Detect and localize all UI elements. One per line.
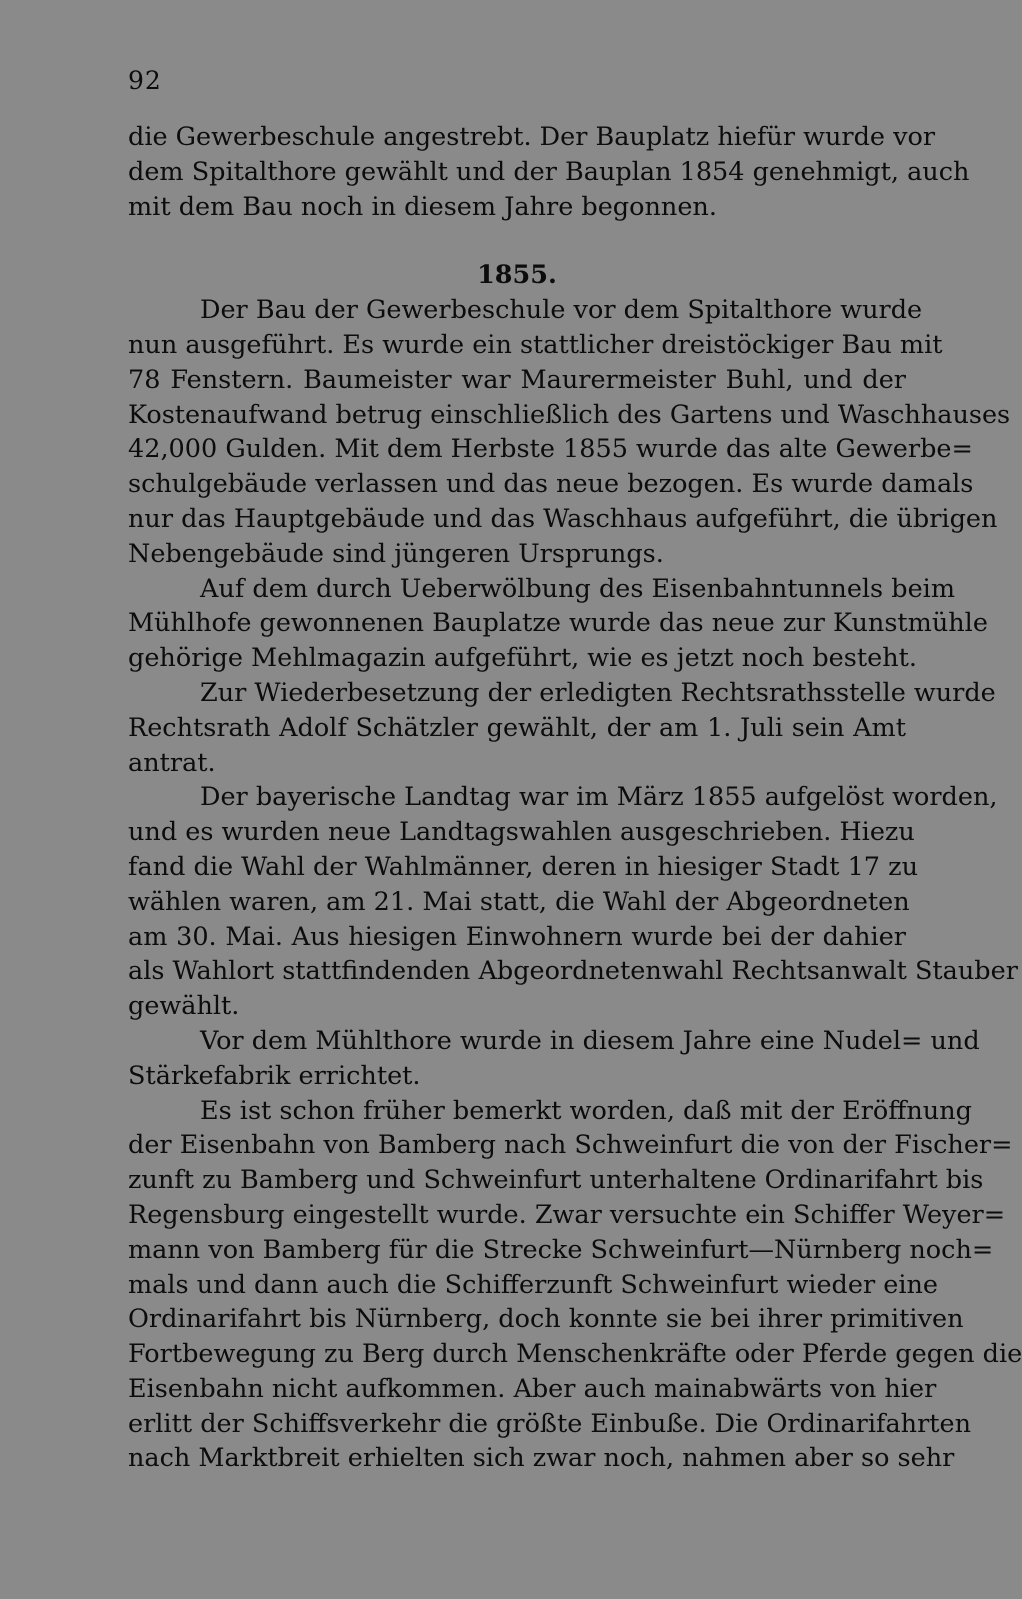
paragraph: [128, 676, 996, 780]
text-line: Der bayerische Landtag war im März 1855 aufgelöst worden,: [200, 782, 998, 813]
section-heading: 1855.: [477, 260, 557, 291]
text-line: Vor dem Mühlthore wurde in diesem Jahre eine Nudel= und: [200, 1025, 980, 1056]
text-line: Regensburg eingestellt wurde. Zwar versuchte ein Schiffer Weyer=: [128, 1199, 1006, 1230]
text-line: Es ist schon früher bemerkt worden, daß mit der Eröffnung: [200, 1095, 972, 1126]
text-line: Fortbewegung zu Berg durch Menschenkräfte oder Pferde gegen die: [128, 1339, 1022, 1370]
paragraph: [128, 572, 988, 676]
text-line: schulgebäude verlassen und das neue bezogen. Es wurde damals: [128, 469, 974, 500]
paragraph: [128, 1094, 1022, 1477]
text-line: am 30. Mai. Aus hiesigen Einwohnern wurde bei der dahier: [128, 921, 906, 952]
text-line: mann von Bamberg für die Strecke Schweinfurt—Nürnberg noch=: [128, 1234, 994, 1265]
text-line: und es wurden neue Landtagswahlen ausgeschrieben. Hiezu: [128, 817, 915, 848]
text-line: Der Bau der Gewerbeschule vor dem Spitalthore wurde: [200, 295, 923, 326]
text-line: mals und dann auch die Schifferzunft Schweinfurt wieder eine: [128, 1269, 939, 1300]
text-line: antrat.: [128, 747, 216, 778]
text-line: Nebengebäude sind jüngeren Ursprungs.: [128, 538, 664, 569]
text-line: erlitt der Schiffsverkehr die größte Einbuße. Die Ordinarifahrten: [128, 1408, 972, 1439]
text-line: Auf dem durch Ueberwölbung des Eisenbahntunnels beim: [200, 573, 956, 604]
text-line: Mühlhofe gewonnenen Bauplatze wurde das neue zur Kunstmühle: [128, 608, 988, 639]
text-line: nach Marktbreit erhielten sich zwar noch, nahmen aber so sehr: [128, 1443, 955, 1474]
text-line: gehörige Mehlmagazin aufgeführt, wie es jetzt noch besteht.: [128, 643, 917, 674]
text-line: Zur Wiederbesetzung der erledigten Rechtsrathsstelle wurde: [200, 677, 996, 708]
text-line: Ordinarifahrt bis Nürnberg, doch konnte sie bei ihrer primitiven: [128, 1304, 964, 1335]
text-line: zunft zu Bamberg und Schweinfurt unterhaltene Ordinarifahrt bis: [128, 1165, 984, 1196]
body-text: [128, 120, 1022, 1476]
text-line: die Gewerbeschule angestrebt. Der Bauplatz hiefür wurde vor: [128, 122, 936, 152]
text-line: dem Spitalthore gewählt und der Bauplan 1854 genehmigt, auch: [128, 156, 970, 187]
text-line: nur das Hauptgebäude und das Waschhaus aufgeführt, die übrigen: [128, 503, 998, 534]
text-line: Stärkefabrik errichtet.: [128, 1060, 421, 1091]
text-line: 78 Fenstern. Baumeister war Maurermeister Buhl, und der: [128, 364, 906, 395]
paragraph: [128, 120, 970, 224]
text-line: mit dem Bau noch in diesem Jahre begonnen.: [128, 191, 717, 222]
text-line: nun ausgeführt. Es wurde ein stattlicher dreistöckiger Bau mit: [128, 329, 943, 360]
text-line: Eisenbahn nicht aufkommen. Aber auch mainabwärts von hier: [128, 1373, 937, 1404]
text-line: gewählt.: [128, 991, 240, 1022]
page-number: 92: [128, 66, 162, 95]
text-line: der Eisenbahn von Bamberg nach Schweinfurt die von der Fischer=: [128, 1130, 1013, 1161]
section-gap: [128, 224, 906, 258]
text-line: wählen waren, am 21. Mai statt, die Wahl der Abgeordneten: [128, 886, 910, 917]
paragraph: [128, 293, 1011, 571]
text-line: Rechtsrath Adolf Schätzler gewählt, der am 1. Juli sein Amt: [128, 712, 906, 743]
text-line: als Wahlort stattfindenden Abgeordnetenwahl Rechtsanwalt Stauber: [128, 956, 1018, 987]
text-line: 42,000 Gulden. Mit dem Herbste 1855 wurde das alte Gewerbe=: [128, 434, 973, 465]
paragraph: [128, 1024, 980, 1094]
text-line: Kostenaufwand betrug einschließlich des Gartens und Waschhauses: [128, 399, 1011, 430]
paragraph: [128, 780, 1018, 1024]
text-line: fand die Wahl der Wahlmänner, deren in hiesiger Stadt 17 zu: [128, 851, 918, 882]
